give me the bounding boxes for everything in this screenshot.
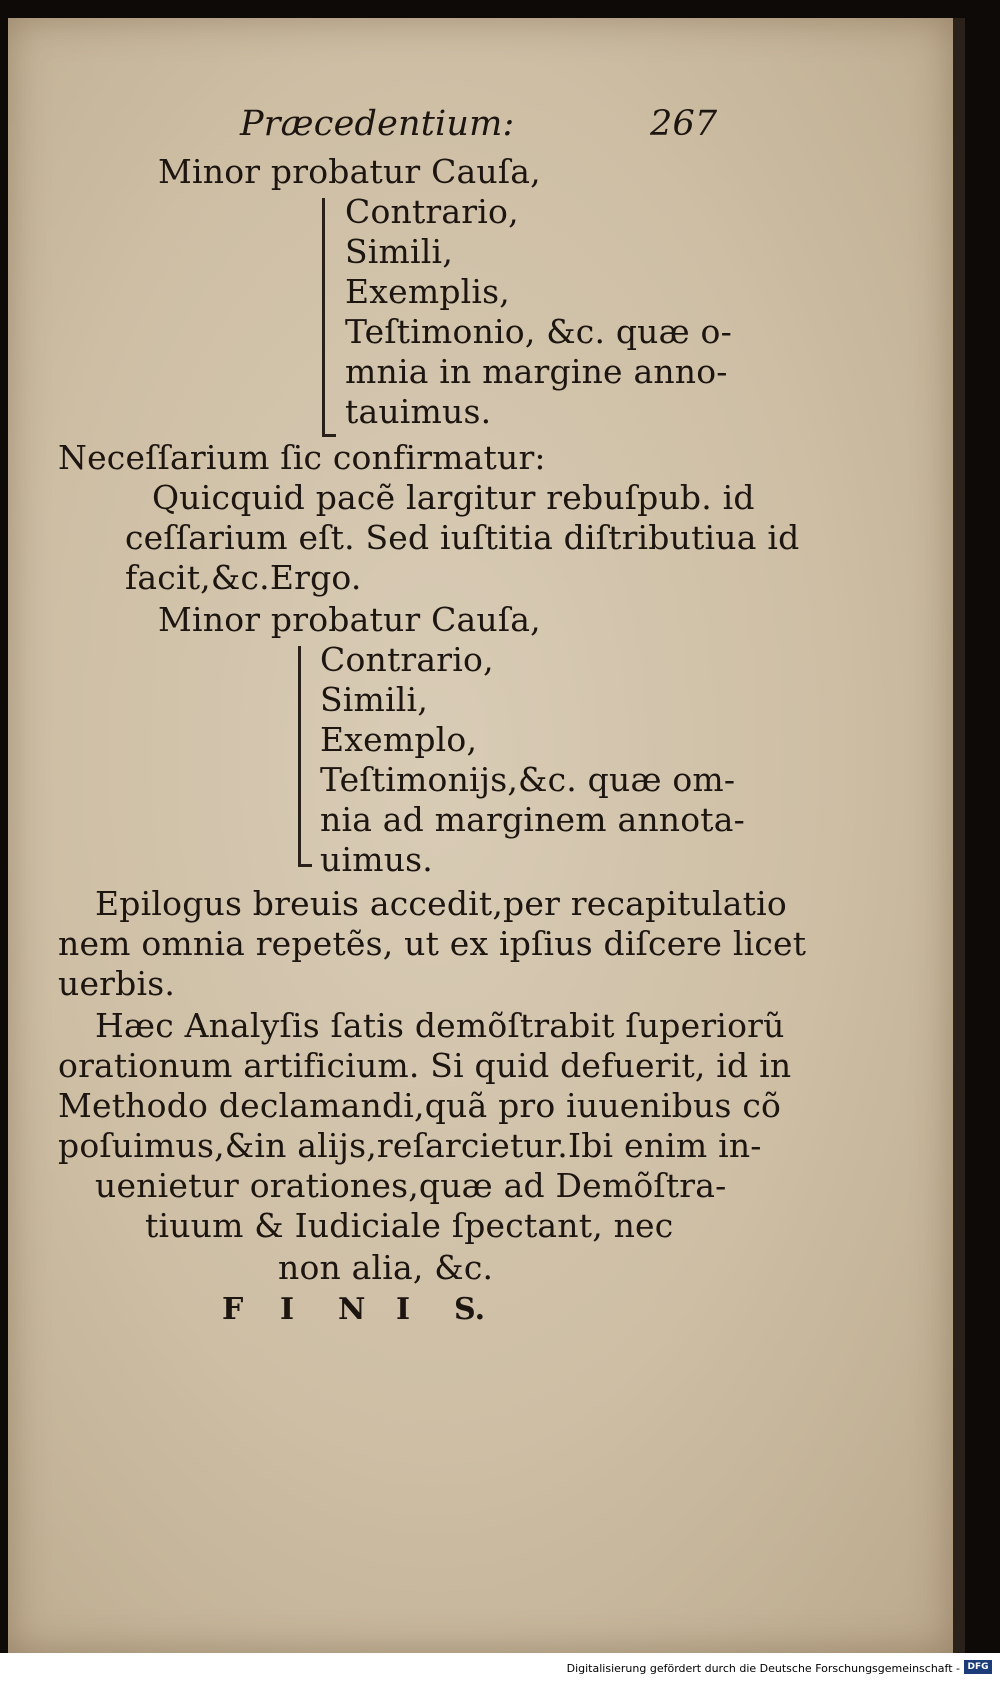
haec-line: tiuum & Iudiciale ſpectant, nec: [145, 1206, 674, 1245]
finis-letter: F: [222, 1292, 244, 1327]
quicquid-line: ceſſarium eſt. Sed iuſtitia diſtributiua id: [125, 518, 800, 557]
epilogus-line: Epilogus breuis accedit,per recapitulatio: [95, 884, 787, 923]
dfg-logo: DFG: [964, 1660, 992, 1674]
block1-item: tauimus.: [345, 392, 492, 431]
block2-item: Exemplo,: [320, 720, 478, 759]
finis-letter: I: [396, 1292, 411, 1327]
finis-letter: I: [280, 1292, 295, 1327]
block1-item: Teſtimonio, &c. quæ o-: [345, 312, 732, 351]
necessarium-line: Neceſſarium ſic confirmatur:: [58, 438, 546, 477]
block1-intro: Minor probatur Cauſa,: [158, 152, 541, 191]
digitization-credit: Digitalisierung gefördert durch die Deutsche Forschungsgemeinschaft -: [566, 1662, 960, 1675]
quicquid-line: facit,&c.Ergo.: [125, 558, 362, 597]
finis-letter: S.: [454, 1292, 486, 1327]
haec-line: non alia, &c.: [278, 1248, 494, 1287]
block2-item: Teſtimonijs,&c. quæ om-: [320, 760, 736, 799]
haec-line: Methodo declamandi,quã pro iuuenibus cõ: [58, 1086, 782, 1125]
block2-item: nia ad marginem annota-: [320, 800, 745, 839]
block1-brace: [322, 198, 325, 434]
block1-item: mnia in margine anno-: [345, 352, 728, 391]
epilogus-line: nem omnia repetẽs, ut ex ipſius diſcere licet: [58, 924, 807, 963]
block2-intro: Minor probatur Cauſa,: [158, 600, 541, 639]
finis: [222, 1292, 512, 1327]
block2-item: Contrario,: [320, 640, 494, 679]
finis-letter: N: [338, 1292, 366, 1327]
epilogus-line: uerbis.: [58, 964, 176, 1003]
quicquid-line: Quicquid pacẽ largitur rebuſpub. id: [152, 478, 755, 517]
block1-item: Simili,: [345, 232, 454, 271]
block1-item: Exemplis,: [345, 272, 510, 311]
block2-item: Simili,: [320, 680, 429, 719]
haec-line: poſuimus,&in alijs,reſarcietur.Ibi enim in-: [58, 1126, 762, 1165]
haec-line: uenietur orationes,quæ ad Demõſtra-: [95, 1166, 727, 1205]
block2-item: uimus.: [320, 840, 433, 879]
block2-brace: [298, 646, 301, 864]
page-number: 267: [650, 104, 718, 144]
block1-item: Contrario,: [345, 192, 519, 231]
haec-line: orationum artificium. Si quid defuerit, id in: [58, 1046, 792, 1085]
haec-line: Hæc Analyſis ſatis demõſtrabit ſuperiorũ: [95, 1006, 785, 1045]
running-header: Præcedentium:: [240, 104, 515, 144]
page-edge: [953, 18, 965, 1653]
